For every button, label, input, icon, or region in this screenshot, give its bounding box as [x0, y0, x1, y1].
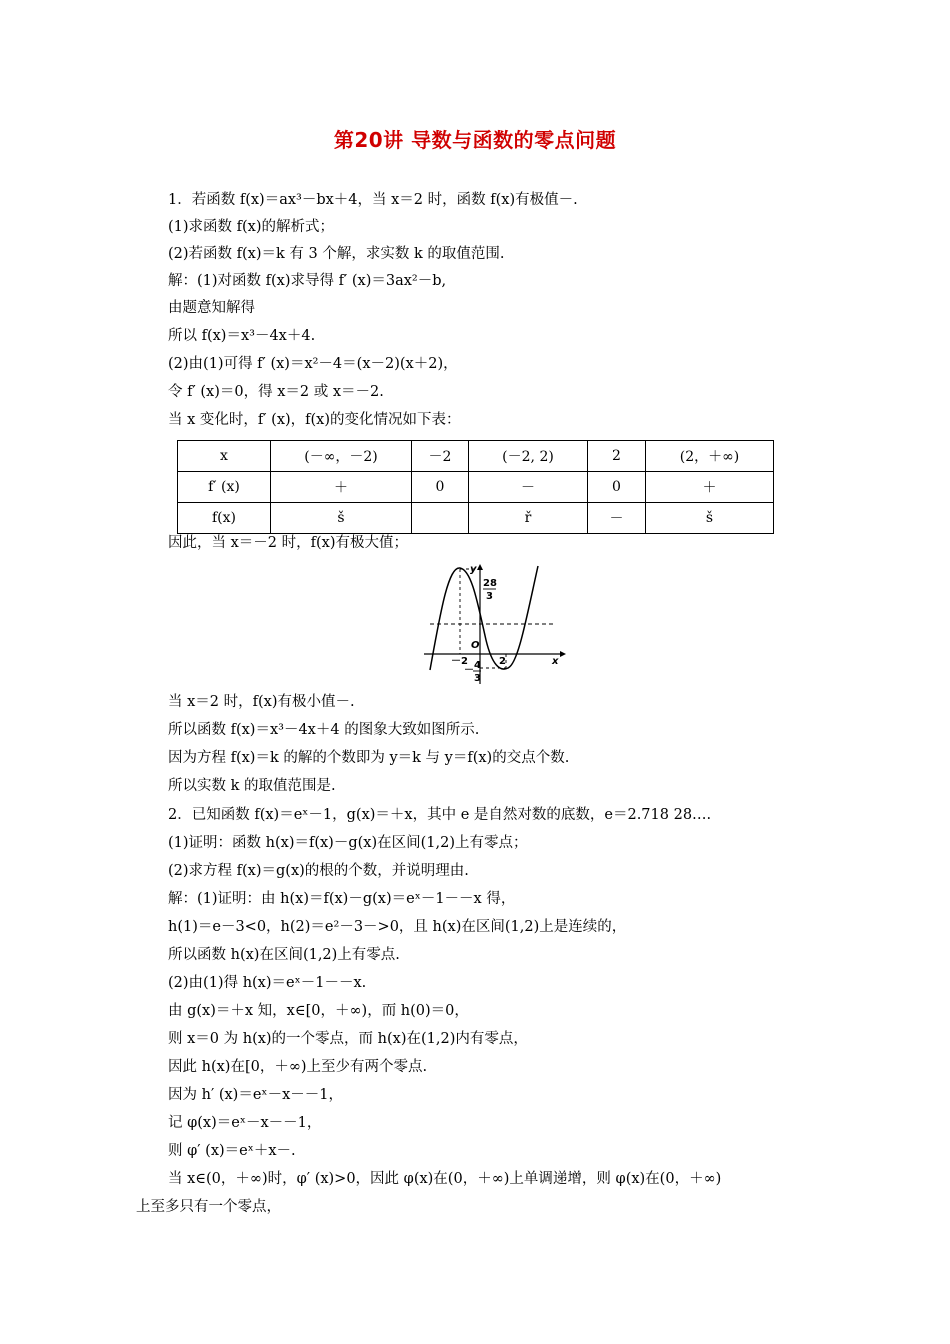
solution-line: 解：(1)对函数 f(x)求导得 f′ (x)＝3ax²－b,: [168, 273, 447, 289]
max-value-denominator: 3: [486, 591, 493, 602]
table-cell: －: [588, 503, 646, 534]
table-cell: ＋: [646, 472, 774, 503]
solution-line: 令 f′ (x)＝0，得 x＝2 或 x＝－2.: [168, 384, 384, 400]
solution-line: 因此，当 x＝－2 时，f(x)有极大值；: [168, 535, 408, 551]
solution-line: 当 x＝2 时，f(x)有极小值－.: [168, 694, 355, 710]
problem1-statement: 1．若函数 f(x)＝ax³－bx＋4，当 x＝2 时，函数 f(x)有极值－.: [168, 192, 578, 208]
x-axis-label: x: [552, 656, 559, 667]
table-cell: 2: [588, 441, 646, 472]
problem1-part1: (1)求函数 f(x)的解析式；: [168, 219, 335, 235]
table-cell: －2: [412, 441, 469, 472]
table-cell: (－2, 2): [469, 441, 588, 472]
solution-line: 则 x＝0 为 h(x)的一个零点，而 h(x)在(1,2)内有零点，: [168, 1031, 528, 1047]
min-value-numerator: 4: [474, 660, 481, 671]
solution-line: 所以实数 k 的取值范围是.: [168, 778, 336, 794]
min-value-denominator: 3: [474, 673, 481, 684]
solution-line: (2)由(1)得 h(x)＝eˣ－1－－x.: [168, 975, 367, 991]
table-cell: 0: [412, 472, 469, 503]
max-value-numerator: 28: [483, 578, 497, 589]
table-cell: f′ (x): [178, 472, 271, 503]
table-cell: š: [271, 503, 412, 534]
tick-label-2: 2: [499, 656, 506, 667]
solution-line: 记 φ(x)＝eˣ－x－－1，: [168, 1115, 322, 1131]
table-cell: －: [469, 472, 588, 503]
solution-line: 由 g(x)＝＋x 知，x∈[0，＋∞)，而 h(0)＝0，: [168, 1003, 469, 1019]
table-cell: f(x): [178, 503, 271, 534]
x-axis-arrow: [560, 651, 566, 657]
solution-line: 上至多只有一个零点，: [136, 1199, 281, 1215]
y-axis-label: y: [470, 564, 477, 575]
solution-line: 因此 h(x)在[0，＋∞)上至少有两个零点.: [168, 1059, 428, 1075]
solution-line: (2)由(1)可得 f′ (x)＝x²－4＝(x－2)(x＋2)，: [168, 356, 458, 372]
solution-line: h(1)＝e－3<0，h(2)＝e²－3－>0，且 h(x)在区间(1,2)上是连续的，: [168, 919, 627, 935]
table-row: [178, 503, 774, 534]
problem2-part2: (2)求方程 f(x)＝g(x)的根的个数，并说明理由.: [168, 863, 469, 879]
cubic-graph: [420, 560, 570, 690]
table-cell: š: [646, 503, 774, 534]
table-cell: 0: [588, 472, 646, 503]
table-cell: (2，＋∞): [646, 441, 774, 472]
solution-line: 当 x∈(0，＋∞)时，φ′ (x)>0，因此 φ(x)在(0，＋∞)上单调递增，则 φ(x)在(0，＋∞): [168, 1171, 722, 1187]
solution-line: 因为 h′ (x)＝eˣ－x－－1，: [168, 1087, 343, 1103]
solution-line: 所以函数 f(x)＝x³－4x＋4 的图象大致如图所示.: [168, 722, 480, 738]
table-row: [178, 472, 774, 503]
problem2-statement: 2．已知函数 f(x)＝eˣ－1，g(x)＝＋x，其中 e 是自然对数的底数，e＝2.718 28….: [168, 807, 712, 823]
table-cell: x: [178, 441, 271, 472]
table-cell: ř: [469, 503, 588, 534]
solution-line: 由题意知解得: [168, 300, 255, 316]
table-cell: [412, 503, 469, 534]
page-title: 第20讲 导数与函数的零点问题: [333, 128, 617, 152]
solution-line: 所以 f(x)＝x³－4x＋4.: [168, 328, 316, 344]
tick-label-neg2: －2: [451, 656, 468, 667]
table-row: [178, 441, 774, 472]
solution-line: 则 φ′ (x)＝eˣ＋x－.: [168, 1143, 296, 1159]
solution-line: 当 x 变化时，f′ (x)，f(x)的变化情况如下表：: [168, 412, 461, 428]
origin-label: O: [471, 640, 480, 651]
solution-line: 解：(1)证明：由 h(x)＝f(x)－g(x)＝eˣ－1－－x 得，: [168, 891, 516, 907]
table-cell: ＋: [271, 472, 412, 503]
min-value-sign: －: [464, 665, 474, 676]
solution-line: 所以函数 h(x)在区间(1,2)上有零点.: [168, 947, 400, 963]
problem1-part2: (2)若函数 f(x)＝k 有 3 个解，求实数 k 的取值范围.: [168, 246, 505, 262]
solution-line: 因为方程 f(x)＝k 的解的个数即为 y＝k 与 y＝f(x)的交点个数.: [168, 750, 570, 766]
problem2-part1: (1)证明：函数 h(x)＝f(x)－g(x)在区间(1,2)上有零点；: [168, 835, 528, 851]
variation-table: [177, 440, 774, 534]
table-cell: (－∞，－2): [271, 441, 412, 472]
